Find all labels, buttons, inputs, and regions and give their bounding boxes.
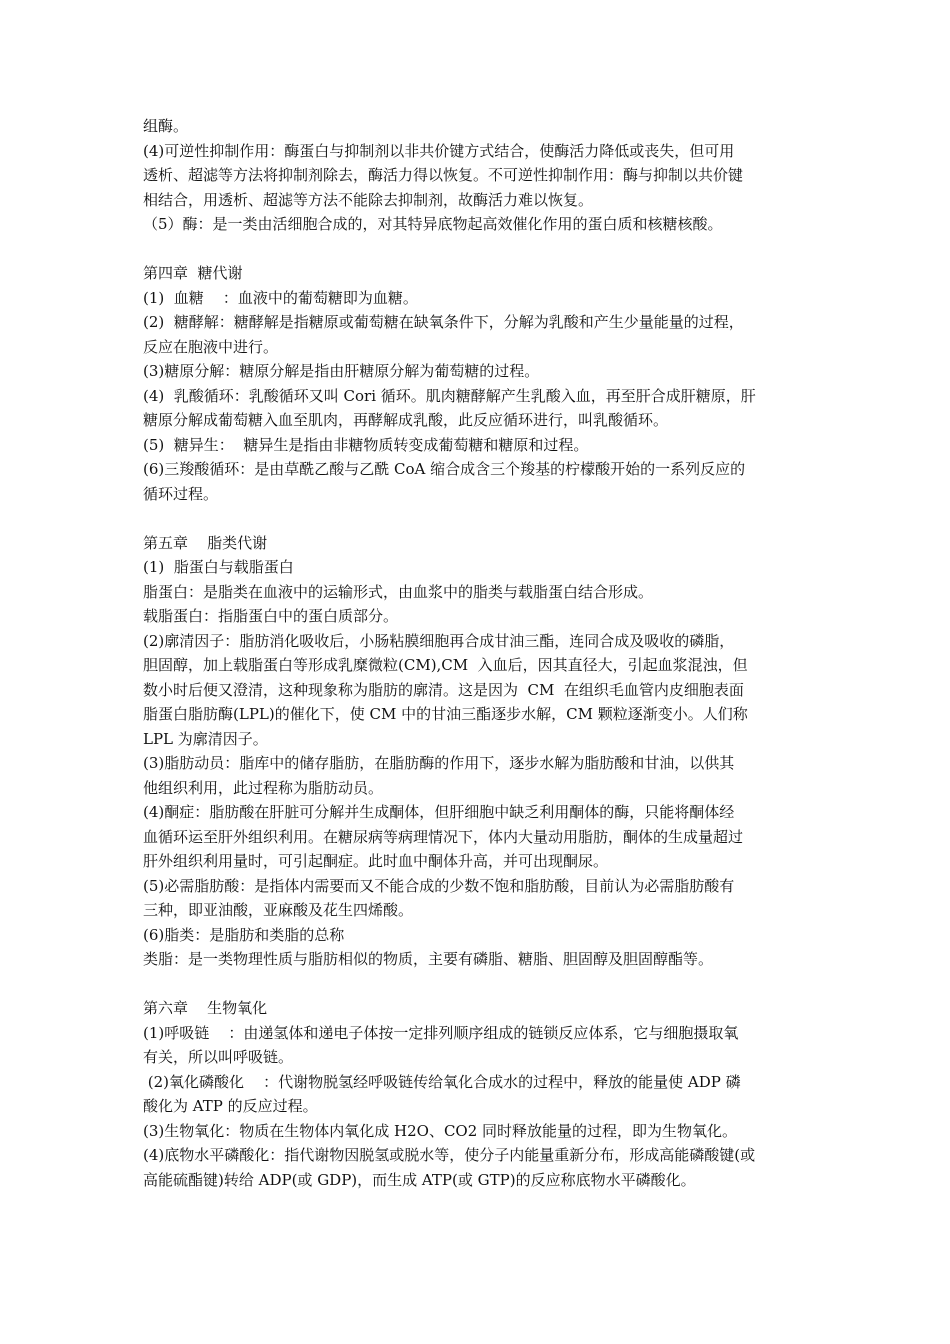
text-line: （5）酶：是一类由活细胞合成的，对其特异底物起高效催化作用的蛋白质和核糖核酸。	[143, 215, 723, 233]
text-line: (4)酮症：脂肪酸在肝脏可分解并生成酮体，但肝细胞中缺乏利用酮体的酶，只能将酮体经	[143, 803, 735, 821]
text-line: (6)三羧酸循环：是由草酰乙酸与乙酰 CoA 缩合成含三个羧基的柠檬酸开始的一系列反应的	[143, 460, 746, 478]
chapter-heading: 第六章 生物氧化	[143, 999, 268, 1017]
text-line: (3)糖原分解：糖原分解是指由肝糖原分解为葡萄糖的过程。	[143, 362, 540, 380]
chapter-heading: 第四章 糖代谢	[143, 264, 243, 282]
text-line: 有关，所以叫呼吸链。	[143, 1048, 294, 1066]
text-line: (4)可逆性抑制作用：酶蛋白与抑制剂以非共价键方式结合，使酶活力降低或丧失，但可用	[143, 141, 735, 160]
text-line: 胆固醇，加上载脂蛋白等形成乳糜微粒(CM),CM 入血后，因其直径大，引起血浆混浊，但	[143, 656, 748, 674]
text-line: (1) 血糖 ：血液中的葡萄糖即为血糖。	[143, 288, 418, 307]
text-line: 三种，即亚油酸，亚麻酸及花生四烯酸。	[143, 901, 414, 919]
text-line: 组酶。	[143, 117, 189, 135]
text-line: 类脂：是一类物理性质与脂肪相似的物质，主要有磷脂、糖脂、胆固醇及胆固醇酯等。	[143, 950, 714, 968]
text-line: 糖原分解成葡萄糖入血至肌肉，再酵解成乳酸，此反应循环进行，叫乳酸循环。	[143, 411, 669, 429]
text-line: (5)必需脂肪酸：是指体内需要而又不能合成的少数不饱和脂肪酸，目前认为必需脂肪酸有	[143, 876, 735, 895]
text-line: (2)氧化磷酸化 ：代谢物脱氢经呼吸链传给氧化合成水的过程中，释放的能量使 ADP 磷	[143, 1072, 741, 1091]
text-line: 肝外组织利用量时，可引起酮症。此时血中酮体升高，并可出现酮尿。	[143, 852, 609, 870]
section-chapter-4	[143, 261, 808, 506]
section-chapter-5	[143, 531, 808, 972]
text-line: 反应在胞液中进行。	[143, 337, 279, 356]
text-line: (1)呼吸链 ：由递氢体和递电子体按一定排列顺序组成的链锁反应体系，它与细胞摄取氧	[143, 1023, 739, 1042]
document-page	[143, 114, 808, 1192]
text-line: (5) 糖异生： 糖异生是指由非糖物质转变成葡萄糖和糖原和过程。	[143, 435, 589, 454]
text-line: 脂蛋白脂肪酶(LPL)的催化下，使 CM 中的甘油三酯逐步水解，CM 颗粒逐渐变小。人们称	[143, 705, 748, 723]
text-line: (4)底物水平磷酸化：指代谢物因脱氢或脱水等，使分子内能量重新分布，形成高能磷酸键(或	[143, 1146, 756, 1164]
text-line: 高能硫酯键)转给 ADP(或 GDP)，而生成 ATP(或 GTP)的反应称底物水平磷酸化。	[143, 1170, 696, 1189]
text-line: (1) 脂蛋白与载脂蛋白	[143, 558, 294, 576]
text-line: (2)廓清因子：脂肪消化吸收后，小肠粘膜细胞再合成甘油三酯，连同合成及吸收的磷脂，	[143, 631, 735, 650]
section-enzyme-continued	[143, 114, 808, 237]
text-line: (2) 糖酵解：糖酵解是指糖原或葡萄糖在缺氧条件下，分解为乳酸和产生少量能量的过程，	[143, 313, 744, 331]
text-line: 载脂蛋白：指脂蛋白中的蛋白质部分。	[143, 607, 399, 625]
section-chapter-6	[143, 996, 808, 1192]
text-line: LPL 为廓清因子。	[143, 729, 268, 748]
text-line: 他组织利用，此过程称为脂肪动员。	[143, 778, 384, 797]
text-line: 数小时后便又澄清，这种现象称为脂肪的廓清。这是因为 CM 在组织毛血管内皮细胞表面	[143, 680, 744, 699]
text-line: 透析、超滤等方法将抑制剂除去，酶活力得以恢复。不可逆性抑制作用：酶与抑制以共价键	[143, 166, 744, 184]
text-line: (3)脂肪动员：脂库中的储存脂肪，在脂肪酶的作用下，逐步水解为脂肪酸和甘油，以供其	[143, 754, 735, 772]
text-line: 血循环运至肝外组织利用。在糖尿病等病理情况下，体内大量动用脂肪，酮体的生成量超过	[143, 827, 744, 846]
text-line: 酸化为 ATP 的反应过程。	[143, 1097, 318, 1115]
text-line: 循环过程。	[143, 484, 219, 503]
text-line: (3)生物氧化：物质在生物体内氧化成 H2O、CO2 同时释放能量的过程，即为生物氧化。	[143, 1121, 738, 1140]
chapter-heading: 第五章 脂类代谢	[143, 533, 268, 552]
text-line: (4) 乳酸循环：乳酸循环又叫 Cori 循环。肌肉糖酵解产生乳酸入血，再至肝合成肝糖原，肝	[143, 386, 756, 405]
text-line: 脂蛋白：是脂类在血液中的运输形式，由血浆中的脂类与载脂蛋白结合形成。	[143, 582, 654, 601]
text-line: (6)脂类：是脂肪和类脂的总称	[143, 925, 345, 944]
text-line: 相结合，用透析、超滤等方法不能除去抑制剂，故酶活力难以恢复。	[143, 190, 594, 209]
